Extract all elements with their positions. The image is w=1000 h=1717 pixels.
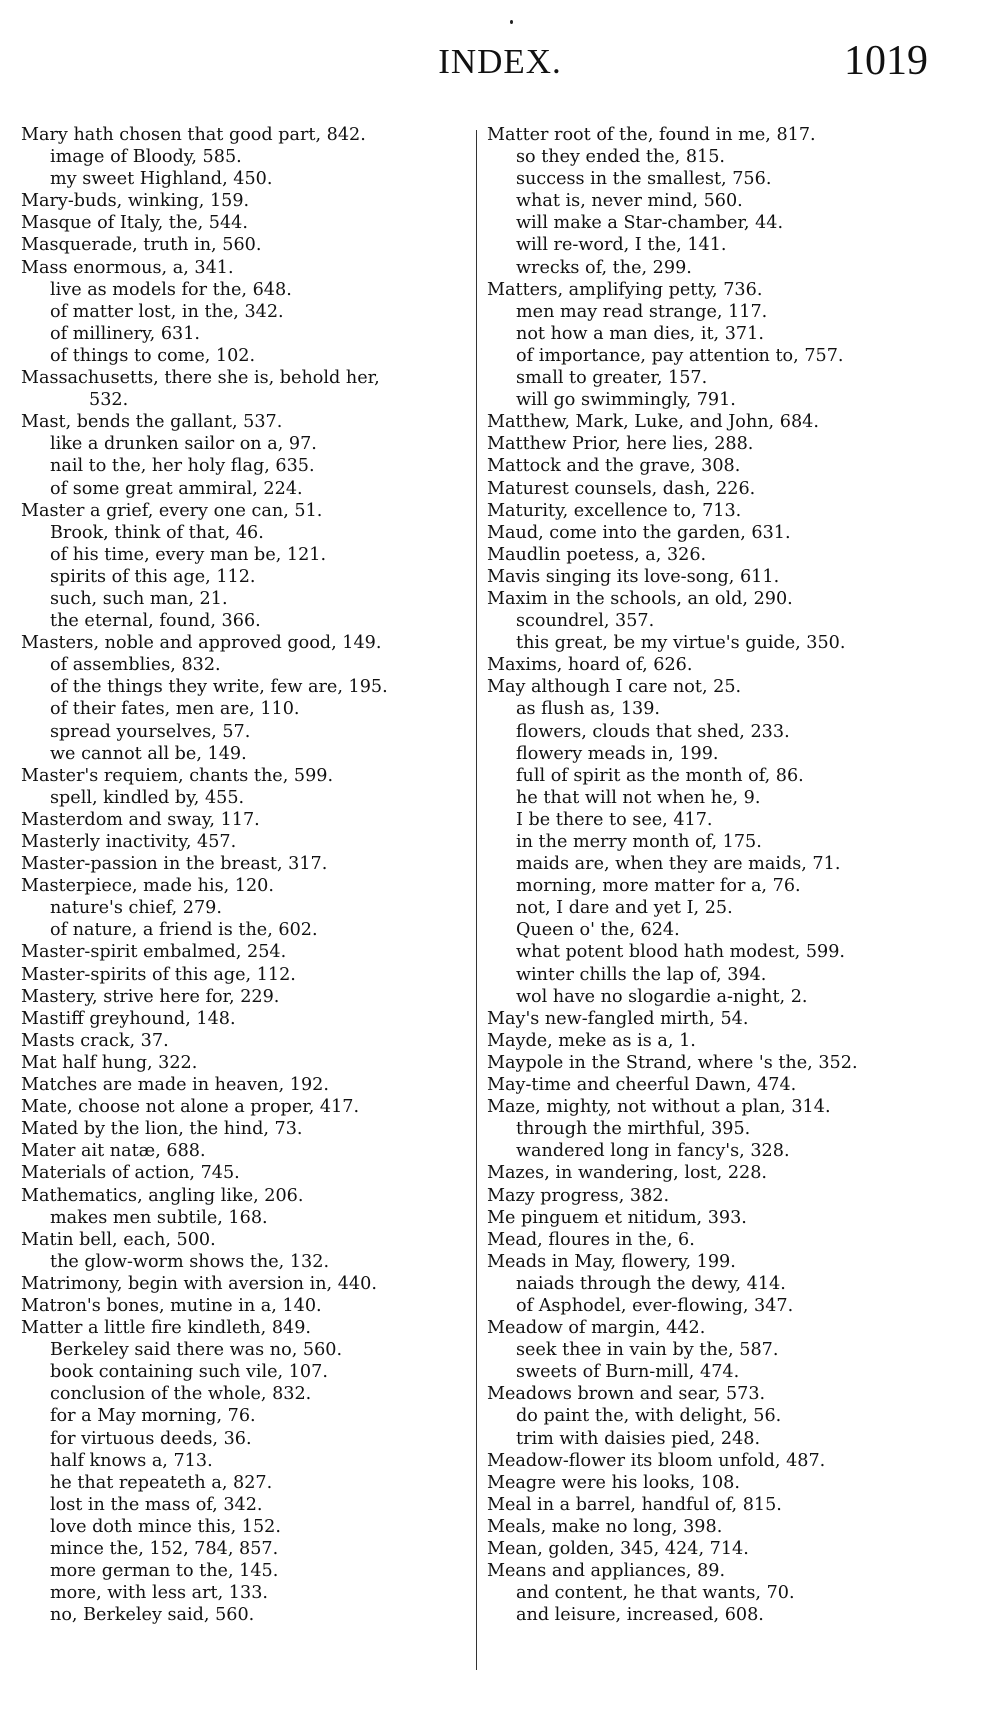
index-entry: May's new-fangled mirth, 54. [487,1008,749,1029]
index-subentry: will make a Star-chamber, 44. [516,213,784,234]
index-entry: Maud, come into the garden, 631. [487,522,791,543]
index-subentry: not how a man dies, it, 371. [516,323,764,344]
index-entry: Mead, floures in the, 6. [487,1229,695,1250]
index-column-right [487,124,937,1626]
index-entry: Meals, make no long, 398. [487,1516,723,1537]
index-entry: Mastiff greyhound, 148. [21,1008,236,1029]
index-subentry: more german to the, 145. [50,1561,279,1582]
index-subentry: image of Bloody, 585. [50,147,242,168]
index-subentry: Berkeley said there was no, 560. [50,1340,343,1361]
index-entry: Maze, mighty, not without a plan, 314. [487,1097,831,1118]
index-entry: Mated by the lion, the hind, 73. [21,1119,303,1140]
index-subentry: what is, never mind, 560. [516,191,743,212]
index-entry: Maturest counsels, dash, 226. [487,478,756,499]
index-entry: Matches are made in heaven, 192. [21,1075,329,1096]
index-subentry: wandered long in fancy's, 328. [516,1141,790,1162]
index-subentry: success in the smallest, 756. [516,169,772,190]
index-subentry: live as models for the, 648. [50,279,292,300]
index-subentry: mince the, 152, 784, 857. [50,1539,279,1559]
index-entry: Master-passion in the breast, 317. [21,854,328,875]
index-subentry: winter chills the lap of, 394. [516,964,767,985]
index-subentry: no, Berkeley said, 560. [50,1605,255,1626]
index-entry: Master-spirit embalmed, 254. [21,942,287,963]
index-subentry: of importance, pay attention to, 757. [516,345,844,366]
index-subentry: of the things they write, few are, 195. [50,677,388,698]
index-subentry: of some great ammiral, 224. [50,478,303,499]
index-entry: Maypole in the Strand, where 's the, 352. [487,1052,858,1073]
index-subentry: spread yourselves, 57. [50,721,251,742]
index-entry: Masterly inactivity, 457. [21,832,237,852]
index-entry: Maudlin poetess, a, 326. [487,544,707,565]
index-entry: Mean, golden, 345, 424, 714. [487,1539,749,1559]
index-entry: Meal in a barrel, handful of, 815. [487,1494,782,1515]
index-subentry: through the mirthful, 395. [516,1119,751,1140]
index-subentry: full of spirit as the month of, 86. [516,765,804,786]
index-entry: Meagre were his looks, 108. [487,1472,740,1493]
index-subentry: sweets of Burn-mill, 474. [516,1362,740,1383]
index-entry: Mass enormous, a, 341. [21,257,234,278]
index-subentry: more, with less art, 133. [50,1583,268,1604]
index-entry: Maxim in the schools, an old, 290. [487,588,793,609]
index-entry: Mathematics, angling like, 206. [21,1185,304,1206]
index-subentry: do paint the, with delight, 56. [516,1406,782,1427]
index-subentry: will re-word, I the, 141. [516,235,727,256]
index-subentry: conclusion of the whole, 832. [50,1384,312,1405]
page-number: 1019 [844,38,928,84]
index-entry: Meads in May, flowery, 199. [487,1251,736,1272]
index-entry: Matter a little fire kindleth, 849. [21,1318,311,1339]
index-entry: May-time and cheerful Dawn, 474. [487,1075,797,1096]
index-subentry: of assemblies, 832. [50,655,221,676]
index-subentry: small to greater, 157. [516,368,708,389]
index-subentry: as flush as, 139. [516,699,661,720]
index-entry: Matters, amplifying petty, 736. [487,279,763,300]
index-subentry: morning, more matter for a, 76. [516,876,801,897]
index-entry: Maxims, hoard of, 626. [487,655,693,676]
index-entry: Mary-buds, winking, 159. [21,191,250,212]
index-subentry: I be there to see, 417. [516,809,713,830]
index-entry: Masters, noble and approved good, 149. [21,633,382,654]
index-subentry: in the merry month of, 175. [516,832,762,852]
index-entry: Mastery, strive here for, 229. [21,986,280,1007]
index-subentry: of matter lost, in the, 342. [50,301,284,322]
index-entry: Masts crack, 37. [21,1030,169,1051]
index-subentry: of his time, every man be, 121. [50,544,327,565]
index-subentry: half knows a, 713. [50,1450,213,1471]
index-subentry: what potent blood hath modest, 599. [516,942,846,963]
index-subentry: we cannot all be, 149. [50,743,247,764]
index-entry: Mazes, in wandering, lost, 228. [487,1163,767,1184]
index-entry: Mast, bends the gallant, 537. [21,412,283,433]
index-subentry: spell, kindled by, 455. [50,787,245,808]
index-entry: Matin bell, each, 500. [21,1229,216,1250]
index-subentry: not, I dare and yet I, 25. [516,898,733,919]
index-subentry: flowers, clouds that shed, 233. [516,721,790,742]
index-subentry: nail to the, her holy flag, 635. [50,456,315,477]
index-continuation: 532. [89,390,129,411]
index-subentry: he that will not when he, 9. [516,787,761,808]
index-subentry: such, such man, 21. [50,588,228,609]
index-subentry: men may read strange, 117. [516,301,768,322]
index-subentry: of millinery, 631. [50,323,201,344]
index-subentry: spirits of this age, 112. [50,566,256,587]
index-subentry: seek thee in vain by the, 587. [516,1340,779,1361]
page-title: INDEX. [438,42,562,81]
index-subentry: Brook, think of that, 46. [50,522,264,543]
index-subentry: will go swimmingly, 791. [516,390,736,411]
index-entry: Mary hath chosen that good part, 842. [21,125,366,145]
page-header [0,0,1000,100]
index-entry: Mat half hung, 322. [21,1052,198,1073]
index-entry: Mavis singing its love-song, 611. [487,566,780,587]
index-subentry: nature's chief, 279. [50,898,222,919]
index-subentry: like a drunken sailor on a, 97. [50,434,317,455]
index-subentry: naiads through the dewy, 414. [516,1273,786,1294]
index-entry: Masque of Italy, the, 544. [21,213,248,234]
index-subentry: and leisure, increased, 608. [516,1605,764,1626]
index-entry: Master-spirits of this age, 112. [21,964,296,985]
index-entry: Master a grief, every one can, 51. [21,500,323,521]
index-subentry: of things to come, 102. [50,345,256,366]
index-entry: Masquerade, truth in, 560. [21,235,262,256]
index-subentry: flowery meads in, 199. [516,743,719,764]
index-subentry: he that repeateth a, 827. [50,1472,273,1493]
index-subentry: love doth mince this, 152. [50,1516,281,1537]
index-subentry: scoundrel, 357. [516,611,655,632]
index-entry: Masterpiece, made his, 120. [21,876,274,897]
index-subentry: and content, he that wants, 70. [516,1583,795,1604]
index-entry: Matron's bones, mutine in a, 140. [21,1295,322,1316]
index-entry: Meadows brown and sear, 573. [487,1384,766,1405]
index-subentry: makes men subtile, 168. [50,1207,268,1228]
index-entry: Matrimony, begin with aversion in, 440. [21,1273,377,1294]
index-entry: May although I care not, 25. [487,677,742,698]
index-subentry: for a May morning, 76. [50,1406,256,1427]
index-subentry: wrecks of, the, 299. [516,257,692,278]
index-subentry: my sweet Highland, 450. [50,169,273,190]
index-subentry: of Asphodel, ever-flowing, 347. [516,1295,794,1316]
column-divider [476,130,477,1670]
index-entry: Mate, choose not alone a proper, 417. [21,1097,360,1118]
index-entry: Means and appliances, 89. [487,1561,726,1582]
index-subentry: trim with daisies pied, 248. [516,1428,761,1449]
index-subentry: wol have no slogardie a-night, 2. [516,986,808,1007]
index-entry: Matthew Prior, here lies, 288. [487,434,754,455]
index-subentry: the eternal, found, 366. [50,611,261,632]
index-entry: Mazy progress, 382. [487,1185,670,1206]
index-entry: Master's requiem, chants the, 599. [21,765,334,786]
index-entry: Materials of action, 745. [21,1163,240,1184]
index-subentry: for virtuous deeds, 36. [50,1428,252,1449]
index-subentry: lost in the mass of, 342. [50,1494,263,1515]
index-entry: Maturity, excellence to, 713. [487,500,742,521]
index-subentry: book containing such vile, 107. [50,1362,328,1383]
index-subentry: Queen o' the, 624. [516,920,680,941]
index-entry: Masterdom and sway, 117. [21,809,260,830]
index-entry: Mayde, meke as is a, 1. [487,1030,696,1051]
index-entry: Matter root of the, found in me, 817. [487,125,816,145]
index-entry: Mattock and the grave, 308. [487,456,741,477]
index-entry: Matthew, Mark, Luke, and John, 684. [487,412,819,433]
index-subentry: so they ended the, 815. [516,147,726,168]
index-subentry: the glow-worm shows the, 132. [50,1251,330,1272]
index-entry: Me pinguem et nitidum, 393. [487,1207,747,1228]
index-entry: Meadow-flower its bloom unfold, 487. [487,1450,826,1471]
index-subentry: of nature, a friend is the, 602. [50,920,318,941]
index-subentry: this great, be my virtue's guide, 350. [516,633,846,654]
print-speck [510,20,513,24]
index-entry: Mater ait natæ, 688. [21,1141,206,1162]
index-column-left [21,124,471,1626]
index-subentry: of their fates, men are, 110. [50,699,300,720]
index-entry: Massachusetts, there she is, behold her, [21,368,380,389]
index-entry: Meadow of margin, 442. [487,1318,706,1339]
index-subentry: maids are, when they are maids, 71. [516,854,841,875]
